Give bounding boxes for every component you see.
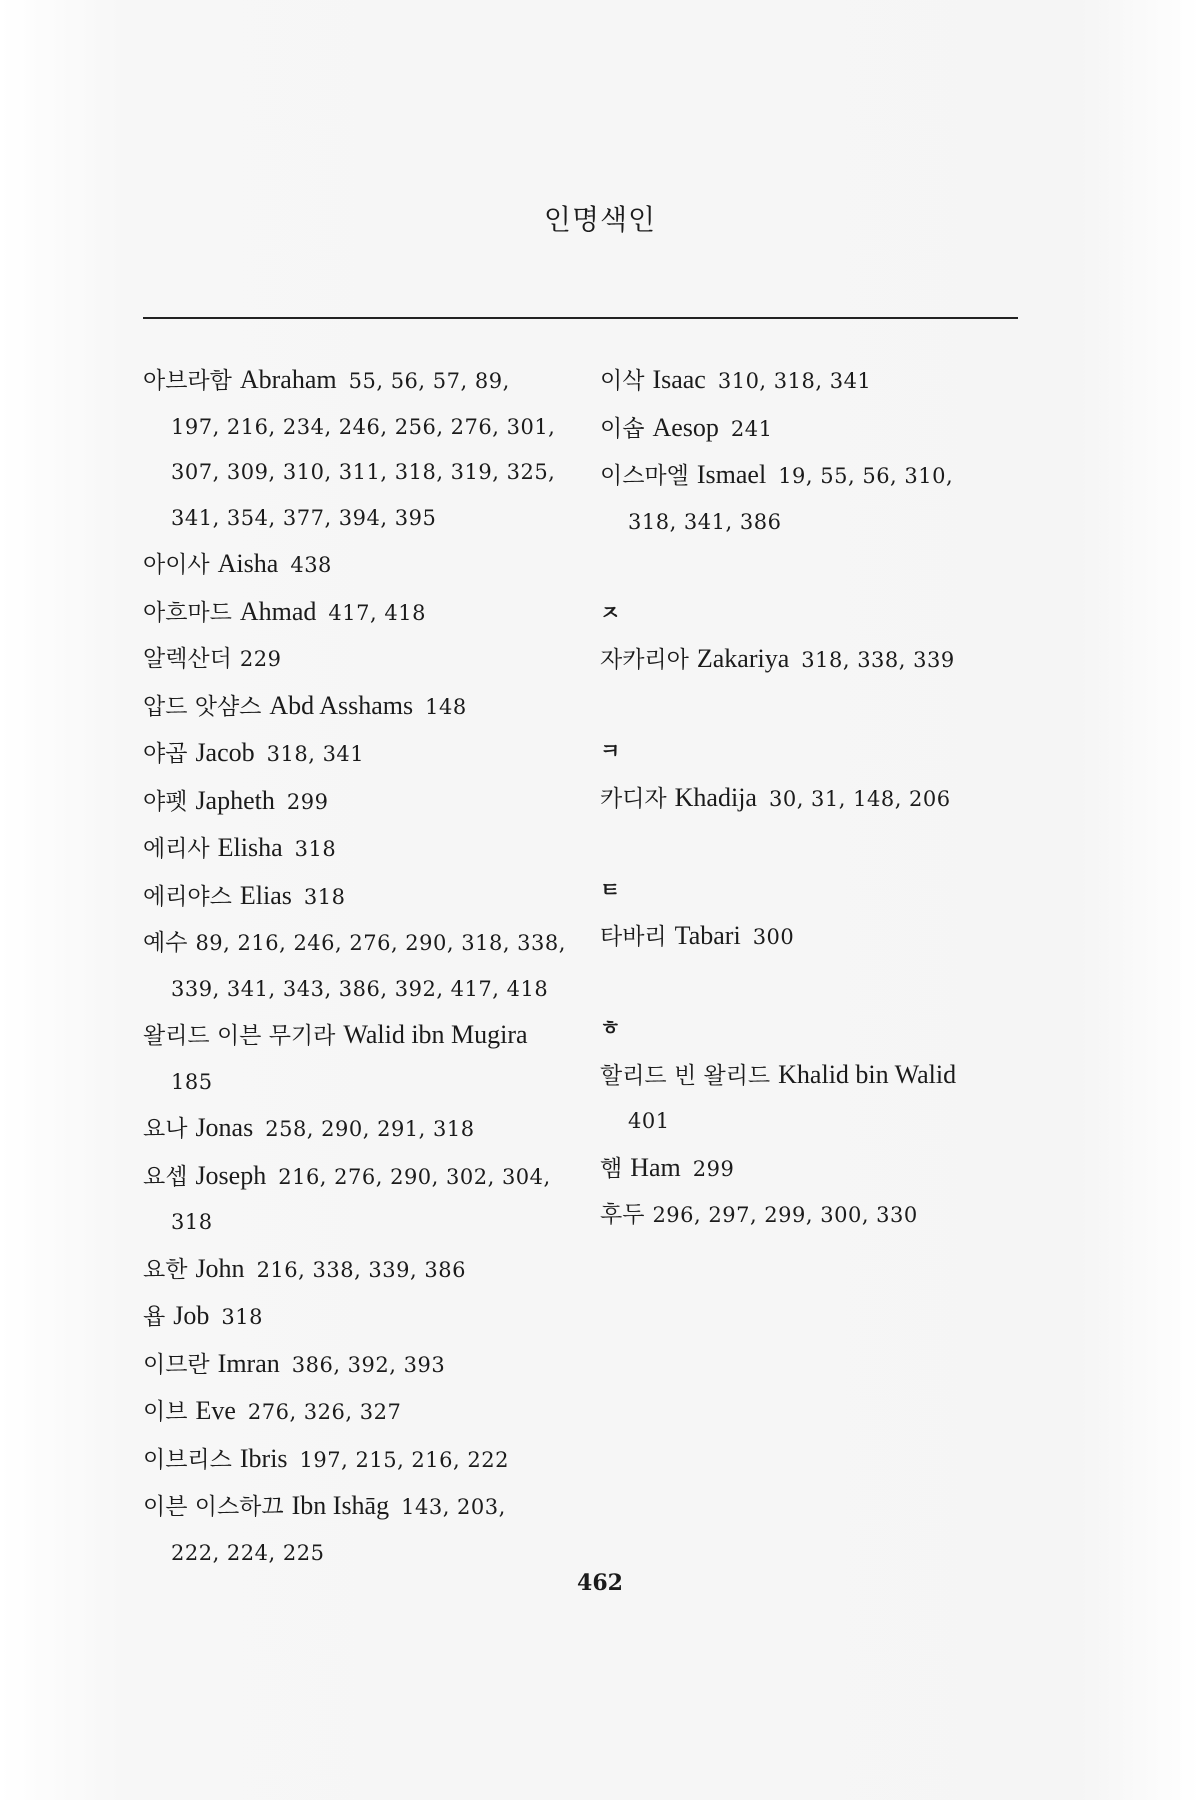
- entry-korean-name: 햄: [600, 1155, 623, 1182]
- index-entry: [143, 1012, 568, 1105]
- entry-pages: 296, 297, 299, 300, 330: [652, 1203, 918, 1227]
- index-entry: [143, 1246, 568, 1294]
- entry-korean-name: 알렉산더: [143, 646, 232, 672]
- entry-pages: 258, 290, 291, 318: [265, 1117, 475, 1141]
- entry-korean-name: 야곱: [143, 741, 188, 767]
- section-letter: ㅈ: [600, 600, 621, 625]
- index-entry: [143, 589, 568, 637]
- entry-pages: 386, 392, 393: [291, 1352, 446, 1377]
- section-letter: ㅌ: [600, 877, 621, 902]
- entry-pages: 318, 338, 339: [801, 648, 955, 672]
- entry-korean-name: 야펫: [143, 788, 188, 815]
- entry-pages: 30, 31, 148, 206: [768, 786, 951, 811]
- entry-pages: 19, 55, 56, 310,: [778, 464, 954, 488]
- entry-korean-name: 예수: [143, 930, 188, 956]
- entry-pages: 148: [425, 694, 467, 719]
- entry-pages: 318: [221, 1305, 263, 1329]
- entry-pages-continued: 222, 224, 225: [171, 1540, 325, 1565]
- title-divider: [143, 317, 1018, 319]
- entry-pages: 241: [730, 416, 773, 441]
- entry-english-name: Aesop: [652, 412, 719, 442]
- entry-korean-name: 아흐마드: [143, 599, 232, 626]
- entry-pages-continued: 307, 309, 310, 311, 318, 319, 325,: [171, 460, 556, 484]
- entry-pages-continued: 401: [628, 1109, 670, 1133]
- index-entry: [143, 636, 568, 683]
- index-entry: [600, 405, 1025, 453]
- entry-pages: 300: [752, 925, 795, 949]
- entry-english-name: Joseph: [195, 1160, 267, 1190]
- entry-korean-name: 왈리드 이븐 무기라: [143, 1023, 336, 1049]
- index-entry: [600, 1145, 1025, 1193]
- entry-english-name: Eve: [195, 1396, 236, 1425]
- entry-korean-name: 후두: [600, 1202, 645, 1228]
- entry-english-name: Imran: [217, 1348, 280, 1378]
- entry-english-name: Abraham: [239, 365, 337, 394]
- entry-korean-name: 아브라함: [143, 368, 232, 394]
- index-entry: [600, 636, 1025, 684]
- entry-pages-continued: 318, 341, 386: [628, 509, 782, 534]
- index-entry: [143, 825, 568, 873]
- entry-korean-name: 할리드 빈 왈리드: [600, 1062, 771, 1089]
- entry-english-name: Ham: [630, 1152, 681, 1182]
- entry-english-name: Jonas: [195, 1113, 254, 1142]
- entry-pages: 310, 318, 341: [717, 369, 872, 393]
- entry-korean-name: 아이사: [143, 552, 210, 578]
- index-entry: [143, 920, 568, 1012]
- index-entry: [143, 730, 568, 778]
- index-entry: [143, 1388, 568, 1436]
- entry-pages: 299: [286, 789, 329, 814]
- entry-pages: 318: [303, 884, 346, 909]
- entry-pages: 55, 56, 57, 89,: [348, 369, 510, 393]
- index-entry: [600, 1192, 1025, 1239]
- entry-english-name: Aisha: [217, 549, 279, 578]
- entry-english-name: Ahmad: [239, 596, 317, 626]
- index-entry: [600, 452, 1025, 545]
- entry-english-name: Japheth: [195, 785, 275, 815]
- entry-pages-continued: 339, 341, 343, 386, 392, 417, 418: [171, 976, 549, 1001]
- index-column-left: [143, 357, 568, 1576]
- entry-korean-name: 에리야스: [143, 883, 232, 910]
- entry-english-name: Abd Asshams: [269, 690, 414, 720]
- entry-korean-name: 이스마엘: [600, 463, 689, 489]
- entry-korean-name: 카디자: [600, 785, 667, 812]
- section-letter: ㅎ: [600, 1016, 621, 1040]
- entry-korean-name: 욥: [143, 1304, 166, 1330]
- entry-english-name: Khadija: [674, 782, 757, 812]
- entry-korean-name: 이삭: [600, 368, 645, 394]
- index-entry: [143, 1436, 568, 1484]
- entry-english-name: John: [195, 1253, 245, 1283]
- entry-pages: 438: [290, 553, 332, 577]
- entry-english-name: Elias: [239, 880, 292, 910]
- index-entry: [143, 357, 568, 541]
- index-entry: [143, 683, 568, 731]
- index-entry: [143, 541, 568, 589]
- entry-english-name: Walid ibn Mugira: [343, 1020, 528, 1049]
- section-letter: ㅋ: [600, 739, 621, 763]
- entry-pages-continued: 318: [171, 1210, 213, 1234]
- index-entry: [143, 1293, 568, 1341]
- entry-english-name: Khalid bin Walid: [778, 1059, 957, 1089]
- index-entry: [143, 1483, 568, 1576]
- index-entry: [143, 1341, 568, 1389]
- entry-korean-name: 이브리스: [143, 1446, 232, 1473]
- index-entry: [143, 1153, 568, 1246]
- entry-pages: 276, 326, 327: [247, 1400, 402, 1424]
- entry-korean-name: 이브: [143, 1399, 188, 1425]
- entry-english-name: Elisha: [217, 833, 283, 862]
- entry-pages-continued: 185: [171, 1069, 213, 1094]
- index-entry: [143, 778, 568, 826]
- entry-english-name: Zakariya: [696, 644, 790, 673]
- entry-korean-name: 이므란: [143, 1351, 210, 1378]
- index-entry: [143, 1105, 568, 1153]
- entry-korean-name: 자카리아: [600, 647, 689, 673]
- entry-korean-name: 이븐 이스하끄: [143, 1494, 284, 1520]
- entry-pages: 318, 341: [266, 742, 365, 766]
- index-entry: [600, 357, 1025, 405]
- entry-korean-name: 타바리: [600, 924, 667, 950]
- entry-english-name: Isaac: [652, 365, 706, 394]
- entry-english-name: Ibn Ishāg: [291, 1491, 390, 1520]
- entry-pages: 143, 203,: [401, 1495, 506, 1519]
- index-entry: [600, 1052, 1025, 1145]
- page-title: 인명색인: [543, 203, 657, 236]
- entry-english-name: Ibris: [239, 1443, 288, 1473]
- page-number: 462: [577, 1570, 623, 1596]
- index-entry: [143, 873, 568, 921]
- entry-pages: 299: [692, 1156, 735, 1181]
- entry-pages-continued: 341, 354, 377, 394, 395: [171, 505, 437, 530]
- entry-english-name: Jacob: [195, 738, 255, 767]
- entry-korean-name: 에리사: [143, 836, 210, 862]
- entry-english-name: Tabari: [674, 921, 741, 950]
- entry-pages: 197, 215, 216, 222: [299, 1447, 509, 1472]
- index-entry: [600, 775, 1025, 823]
- entry-korean-name: 이솝: [600, 415, 645, 442]
- entry-korean-name: 요셉: [143, 1163, 188, 1190]
- entry-pages: 216, 276, 290, 302, 304,: [278, 1164, 551, 1189]
- entry-pages: 229: [239, 647, 282, 671]
- entry-english-name: Job: [173, 1301, 210, 1330]
- entry-pages: 417, 418: [328, 600, 426, 625]
- entry-pages: 89, 216, 246, 276, 290, 318, 338,: [195, 931, 566, 955]
- entry-english-name: Ismael: [696, 460, 767, 489]
- entry-korean-name: 압드 앗샴스: [143, 693, 262, 720]
- index-entry: [600, 913, 1025, 961]
- entry-pages: 216, 338, 339, 386: [256, 1257, 466, 1282]
- entry-pages-continued: 197, 216, 234, 246, 256, 276, 301,: [171, 414, 556, 439]
- index-column-right: [600, 357, 1025, 1239]
- entry-korean-name: 요나: [143, 1116, 188, 1142]
- entry-korean-name: 요한: [143, 1256, 188, 1283]
- entry-pages: 318: [294, 837, 337, 861]
